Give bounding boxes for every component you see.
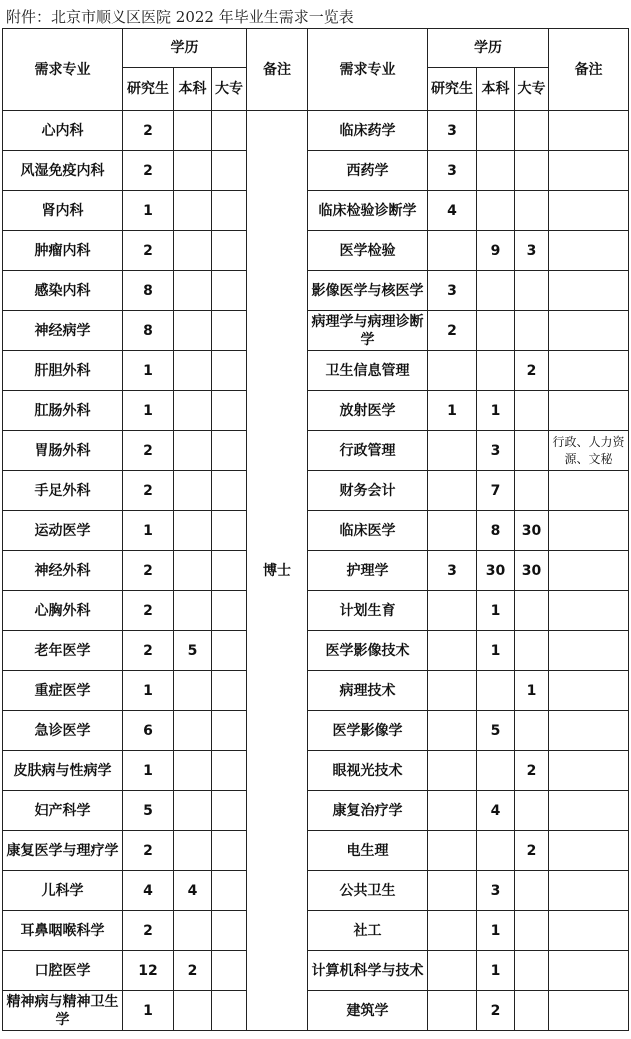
table-row	[3, 271, 629, 311]
left-college-cell	[212, 911, 247, 951]
left-bachelor-cell	[174, 111, 212, 151]
table-row	[3, 871, 629, 911]
right-graduate-cell	[428, 951, 477, 991]
left-bachelor-cell	[174, 751, 212, 791]
right-college-cell	[515, 271, 549, 311]
right-remarks-cell	[549, 711, 629, 751]
table-row	[3, 991, 629, 1031]
right-college-cell: 30	[515, 551, 549, 591]
right-remarks-cell	[549, 551, 629, 591]
right-graduate-cell	[428, 871, 477, 911]
right-bachelor-cell: 1	[477, 631, 515, 671]
right-remarks-cell	[549, 631, 629, 671]
right-major-cell: 放射医学	[308, 391, 428, 431]
right-graduate-cell	[428, 431, 477, 471]
left-major-cell: 手足外科	[3, 471, 123, 511]
header-college-left: 大专	[212, 68, 247, 111]
left-bachelor-cell	[174, 191, 212, 231]
right-major-cell: 影像医学与核医学	[308, 271, 428, 311]
header-education-right: 学历	[428, 29, 549, 68]
right-graduate-cell: 3	[428, 111, 477, 151]
right-major-cell: 财务会计	[308, 471, 428, 511]
left-graduate-cell: 1	[123, 351, 174, 391]
left-major-cell: 肛肠外科	[3, 391, 123, 431]
table-row	[3, 631, 629, 671]
left-bachelor-cell	[174, 351, 212, 391]
right-remarks-cell	[549, 751, 629, 791]
document-title: 附件：北京市顺义区医院 2022 年毕业生需求一览表	[6, 8, 354, 26]
left-bachelor-cell: 5	[174, 631, 212, 671]
right-graduate-cell	[428, 711, 477, 751]
left-major-cell: 精神病与精神卫生学	[3, 991, 123, 1031]
left-graduate-cell: 8	[123, 311, 174, 351]
left-graduate-cell: 6	[123, 711, 174, 751]
table-row	[3, 711, 629, 751]
left-college-cell	[212, 151, 247, 191]
table-row	[3, 791, 629, 831]
header-education-left: 学历	[123, 29, 247, 68]
right-bachelor-cell: 4	[477, 791, 515, 831]
right-graduate-cell: 4	[428, 191, 477, 231]
table-row	[3, 471, 629, 511]
header-graduate-left: 研究生	[123, 68, 174, 111]
table-row	[3, 511, 629, 551]
right-graduate-cell	[428, 911, 477, 951]
table-row	[3, 151, 629, 191]
right-bachelor-cell: 3	[477, 871, 515, 911]
left-major-cell: 肝胆外科	[3, 351, 123, 391]
right-remarks-cell: 行政、人力资源、文秘	[549, 431, 629, 471]
right-college-cell: 2	[515, 351, 549, 391]
left-graduate-cell: 2	[123, 911, 174, 951]
left-graduate-cell: 8	[123, 271, 174, 311]
left-major-cell: 运动医学	[3, 511, 123, 551]
header-graduate-right: 研究生	[428, 68, 477, 111]
right-college-cell	[515, 631, 549, 671]
right-major-cell: 计划生育	[308, 591, 428, 631]
right-college-cell	[515, 871, 549, 911]
right-bachelor-cell: 30	[477, 551, 515, 591]
left-bachelor-cell	[174, 271, 212, 311]
right-remarks-cell	[549, 951, 629, 991]
right-bachelor-cell	[477, 311, 515, 351]
header-college-right: 大专	[515, 68, 549, 111]
right-graduate-cell	[428, 511, 477, 551]
right-college-cell	[515, 711, 549, 751]
right-bachelor-cell: 2	[477, 991, 515, 1031]
right-remarks-cell	[549, 511, 629, 551]
right-major-cell: 康复治疗学	[308, 791, 428, 831]
left-major-cell: 急诊医学	[3, 711, 123, 751]
right-remarks-cell	[549, 791, 629, 831]
right-college-cell	[515, 791, 549, 831]
right-graduate-cell	[428, 831, 477, 871]
left-remarks-cell: 博士	[247, 111, 308, 1031]
right-bachelor-cell: 7	[477, 471, 515, 511]
left-major-cell: 神经病学	[3, 311, 123, 351]
left-college-cell	[212, 391, 247, 431]
right-major-cell: 建筑学	[308, 991, 428, 1031]
left-major-cell: 风湿免疫内科	[3, 151, 123, 191]
left-graduate-cell: 1	[123, 671, 174, 711]
right-bachelor-cell	[477, 831, 515, 871]
left-graduate-cell: 1	[123, 511, 174, 551]
left-graduate-cell: 5	[123, 791, 174, 831]
right-bachelor-cell	[477, 751, 515, 791]
left-major-cell: 老年医学	[3, 631, 123, 671]
right-remarks-cell	[549, 991, 629, 1031]
right-major-cell: 临床检验诊断学	[308, 191, 428, 231]
left-college-cell	[212, 111, 247, 151]
right-college-cell	[515, 111, 549, 151]
left-graduate-cell: 4	[123, 871, 174, 911]
right-graduate-cell	[428, 671, 477, 711]
right-graduate-cell	[428, 351, 477, 391]
left-college-cell	[212, 191, 247, 231]
left-bachelor-cell	[174, 391, 212, 431]
right-graduate-cell: 3	[428, 151, 477, 191]
left-college-cell	[212, 871, 247, 911]
right-college-cell: 1	[515, 671, 549, 711]
left-major-cell: 重症医学	[3, 671, 123, 711]
left-college-cell	[212, 711, 247, 751]
table-row	[3, 951, 629, 991]
right-major-cell: 病理技术	[308, 671, 428, 711]
left-college-cell	[212, 991, 247, 1031]
right-remarks-cell	[549, 351, 629, 391]
left-major-cell: 心胸外科	[3, 591, 123, 631]
table-row	[3, 431, 629, 471]
left-major-cell: 皮肤病与性病学	[3, 751, 123, 791]
left-major-cell: 儿科学	[3, 871, 123, 911]
right-graduate-cell	[428, 471, 477, 511]
left-graduate-cell: 2	[123, 111, 174, 151]
right-graduate-cell	[428, 631, 477, 671]
left-graduate-cell: 2	[123, 831, 174, 871]
left-college-cell	[212, 671, 247, 711]
right-remarks-cell	[549, 231, 629, 271]
right-major-cell: 电生理	[308, 831, 428, 871]
left-bachelor-cell	[174, 231, 212, 271]
right-college-cell	[515, 431, 549, 471]
right-major-cell: 医学影像学	[308, 711, 428, 751]
left-college-cell	[212, 751, 247, 791]
left-major-cell: 感染内科	[3, 271, 123, 311]
right-bachelor-cell	[477, 351, 515, 391]
table-row	[3, 391, 629, 431]
right-remarks-cell	[549, 271, 629, 311]
right-major-cell: 卫生信息管理	[308, 351, 428, 391]
left-college-cell	[212, 311, 247, 351]
left-bachelor-cell	[174, 151, 212, 191]
right-bachelor-cell	[477, 271, 515, 311]
right-bachelor-cell: 3	[477, 431, 515, 471]
right-graduate-cell	[428, 791, 477, 831]
left-college-cell	[212, 951, 247, 991]
right-major-cell: 公共卫生	[308, 871, 428, 911]
left-college-cell	[212, 511, 247, 551]
table-row	[3, 551, 629, 591]
left-bachelor-cell	[174, 791, 212, 831]
right-college-cell	[515, 991, 549, 1031]
right-major-cell: 临床医学	[308, 511, 428, 551]
header-major-left: 需求专业	[3, 29, 123, 111]
demand-table	[2, 28, 629, 1031]
left-bachelor-cell	[174, 591, 212, 631]
right-college-cell	[515, 191, 549, 231]
right-graduate-cell	[428, 591, 477, 631]
right-bachelor-cell: 9	[477, 231, 515, 271]
left-bachelor-cell: 2	[174, 951, 212, 991]
left-major-cell: 心内科	[3, 111, 123, 151]
right-major-cell: 医学检验	[308, 231, 428, 271]
right-remarks-cell	[549, 671, 629, 711]
right-graduate-cell: 1	[428, 391, 477, 431]
left-major-cell: 肾内科	[3, 191, 123, 231]
right-remarks-cell	[549, 871, 629, 911]
left-major-cell: 神经外科	[3, 551, 123, 591]
right-bachelor-cell	[477, 151, 515, 191]
right-remarks-cell	[549, 471, 629, 511]
left-graduate-cell: 2	[123, 631, 174, 671]
right-graduate-cell	[428, 991, 477, 1031]
right-bachelor-cell: 8	[477, 511, 515, 551]
left-bachelor-cell	[174, 711, 212, 751]
right-remarks-cell	[549, 911, 629, 951]
left-graduate-cell: 1	[123, 391, 174, 431]
right-bachelor-cell: 1	[477, 391, 515, 431]
header-remarks-left: 备注	[247, 29, 308, 111]
right-college-cell	[515, 391, 549, 431]
right-college-cell: 2	[515, 831, 549, 871]
right-college-cell	[515, 951, 549, 991]
left-graduate-cell: 1	[123, 991, 174, 1031]
left-major-cell: 耳鼻咽喉科学	[3, 911, 123, 951]
right-bachelor-cell	[477, 671, 515, 711]
left-graduate-cell: 2	[123, 471, 174, 511]
left-bachelor-cell	[174, 991, 212, 1031]
table-row	[3, 751, 629, 791]
right-major-cell: 护理学	[308, 551, 428, 591]
right-college-cell: 2	[515, 751, 549, 791]
right-major-cell: 西药学	[308, 151, 428, 191]
table-row	[3, 671, 629, 711]
table-row	[3, 311, 629, 351]
right-graduate-cell: 3	[428, 271, 477, 311]
right-college-cell: 3	[515, 231, 549, 271]
left-graduate-cell: 1	[123, 191, 174, 231]
left-graduate-cell: 2	[123, 231, 174, 271]
right-college-cell	[515, 591, 549, 631]
right-graduate-cell	[428, 231, 477, 271]
left-college-cell	[212, 271, 247, 311]
left-major-cell: 肿瘤内科	[3, 231, 123, 271]
right-major-cell: 临床药学	[308, 111, 428, 151]
right-graduate-cell: 3	[428, 551, 477, 591]
right-major-cell: 眼视光技术	[308, 751, 428, 791]
right-college-cell	[515, 911, 549, 951]
header-bachelor-right: 本科	[477, 68, 515, 111]
left-bachelor-cell	[174, 511, 212, 551]
right-major-cell: 病理学与病理诊断学	[308, 311, 428, 351]
table-row	[3, 111, 629, 151]
right-college-cell	[515, 311, 549, 351]
right-bachelor-cell	[477, 191, 515, 231]
left-bachelor-cell	[174, 431, 212, 471]
left-graduate-cell: 12	[123, 951, 174, 991]
left-bachelor-cell	[174, 471, 212, 511]
left-major-cell: 妇产科学	[3, 791, 123, 831]
left-graduate-cell: 2	[123, 551, 174, 591]
table-row	[3, 351, 629, 391]
right-bachelor-cell: 1	[477, 911, 515, 951]
left-bachelor-cell: 4	[174, 871, 212, 911]
right-remarks-cell	[549, 151, 629, 191]
table-row	[3, 911, 629, 951]
left-college-cell	[212, 551, 247, 591]
right-bachelor-cell: 1	[477, 591, 515, 631]
right-remarks-cell	[549, 591, 629, 631]
left-college-cell	[212, 231, 247, 271]
left-college-cell	[212, 591, 247, 631]
left-graduate-cell: 2	[123, 431, 174, 471]
right-graduate-cell	[428, 751, 477, 791]
right-remarks-cell	[549, 831, 629, 871]
right-remarks-cell	[549, 391, 629, 431]
right-remarks-cell	[549, 191, 629, 231]
left-major-cell: 口腔医学	[3, 951, 123, 991]
left-college-cell	[212, 631, 247, 671]
left-college-cell	[212, 791, 247, 831]
left-bachelor-cell	[174, 311, 212, 351]
right-remarks-cell	[549, 311, 629, 351]
right-college-cell	[515, 471, 549, 511]
header-remarks-right: 备注	[549, 29, 629, 111]
right-major-cell: 行政管理	[308, 431, 428, 471]
header-bachelor-left: 本科	[174, 68, 212, 111]
table-row	[3, 231, 629, 271]
left-major-cell: 胃肠外科	[3, 431, 123, 471]
right-bachelor-cell	[477, 111, 515, 151]
left-bachelor-cell	[174, 831, 212, 871]
left-major-cell: 康复医学与理疗学	[3, 831, 123, 871]
right-major-cell: 计算机科学与技术	[308, 951, 428, 991]
left-bachelor-cell	[174, 671, 212, 711]
left-college-cell	[212, 831, 247, 871]
table-row	[3, 831, 629, 871]
right-college-cell	[515, 151, 549, 191]
left-bachelor-cell	[174, 911, 212, 951]
left-college-cell	[212, 471, 247, 511]
right-college-cell: 30	[515, 511, 549, 551]
left-graduate-cell: 1	[123, 751, 174, 791]
header-major-right: 需求专业	[308, 29, 428, 111]
right-major-cell: 医学影像技术	[308, 631, 428, 671]
left-bachelor-cell	[174, 551, 212, 591]
right-remarks-cell	[549, 111, 629, 151]
right-bachelor-cell: 5	[477, 711, 515, 751]
left-college-cell	[212, 431, 247, 471]
left-college-cell	[212, 351, 247, 391]
left-graduate-cell: 2	[123, 151, 174, 191]
right-bachelor-cell: 1	[477, 951, 515, 991]
right-major-cell: 社工	[308, 911, 428, 951]
right-graduate-cell: 2	[428, 311, 477, 351]
table-row	[3, 191, 629, 231]
left-graduate-cell: 2	[123, 591, 174, 631]
table-row	[3, 591, 629, 631]
